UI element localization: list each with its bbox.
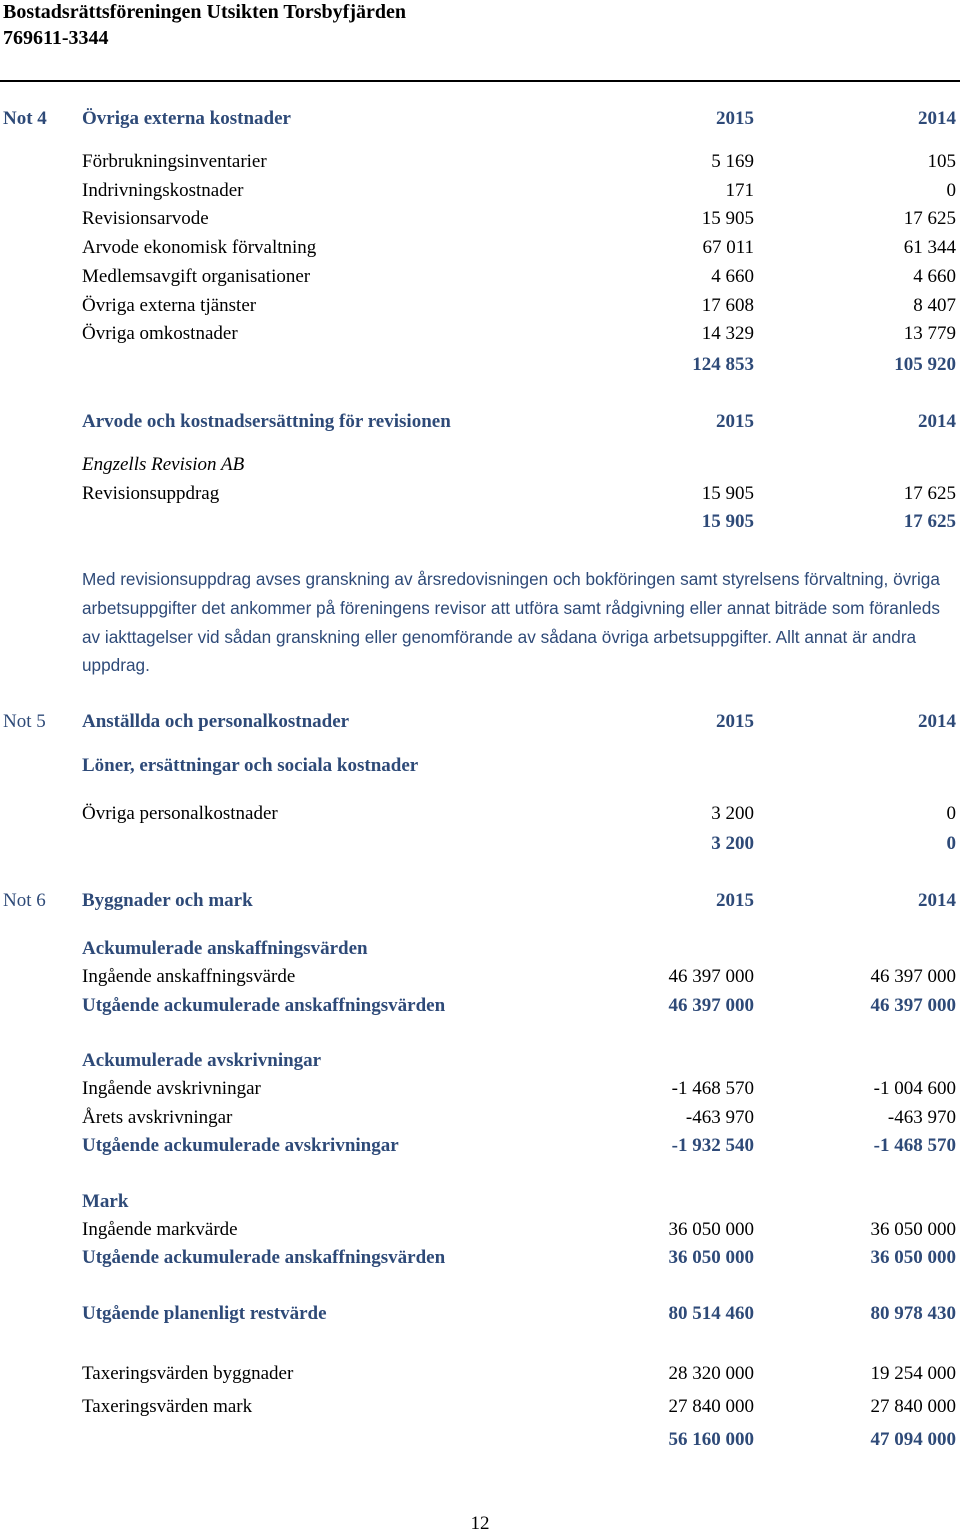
audit-row-value-2014: 17 625 [903,483,956,504]
note4-row-value-2014: 17 625 [903,208,956,229]
note4-row-value-2014: 4 660 [913,266,956,287]
dep-sum-label: Utgående ackumulerade avskrivningar [82,1135,399,1156]
page-number: 12 [470,1513,490,1534]
note4-row-label: Övriga omkostnader [82,323,238,344]
note4-row-value-2015: 5 169 [711,151,754,172]
note4-label: Not 4 [3,108,47,129]
acq-row-value-2014: 46 397 000 [870,966,956,987]
acq-row-value-2015: 46 397 000 [668,966,754,987]
land-row-label: Ingående markvärde [82,1219,238,1240]
dep-row1-value-2014: -1 004 600 [873,1078,956,1099]
dep-row1-label: Ingående avskrivningar [82,1078,261,1099]
acq-sum-value-2014: 46 397 000 [870,995,956,1016]
note6-title: Byggnader och mark [82,890,253,911]
acq-heading: Ackumulerade anskaffningsvärden [82,938,368,959]
note4-row-label: Övriga externa tjänster [82,295,257,316]
header-divider [0,80,960,82]
residual-value-2015: 80 514 460 [668,1303,754,1324]
note4-row-value-2014: 61 344 [903,237,956,258]
note6-label: Not 6 [3,890,46,911]
auditor-name: Engzells Revision AB [82,454,245,475]
note4-row-label: Förbrukningsinventarier [82,151,267,172]
note4-row-label: Medlemsavgift organisationer [82,266,311,287]
acq-sum-value-2015: 46 397 000 [668,995,754,1016]
dep-row2-value-2014: -463 970 [887,1107,956,1128]
note4-total-2014: 105 920 [894,354,956,375]
note4-year2: 2014 [918,108,956,129]
tax-row1-value-2015: 28 320 000 [668,1363,754,1384]
acq-row-label: Ingående anskaffningsvärde [82,966,296,987]
dep-row1-value-2015: -1 468 570 [671,1078,754,1099]
note4-row-value-2015: 4 660 [711,266,754,287]
tax-row2-label: Taxeringsvärden mark [82,1396,253,1417]
dep-row2-value-2015: -463 970 [685,1107,754,1128]
note4-row-value-2014: 8 407 [913,295,956,316]
land-row-value-2015: 36 050 000 [668,1219,754,1240]
land-sum-value-2015: 36 050 000 [668,1247,754,1268]
tax-total-2015: 56 160 000 [668,1429,754,1450]
audit-row-label: Revisionsuppdrag [82,483,220,504]
audit-title: Arvode och kostnadsersättning för revisionen [82,411,451,432]
note4-row-value-2015: 67 011 [702,237,754,258]
note5-row-value-2014: 0 [946,803,956,824]
note6-year2: 2014 [918,890,956,911]
note6-year1: 2015 [716,890,754,911]
note4-row-value-2015: 14 329 [701,323,754,344]
audit-total-2014: 17 625 [903,511,956,532]
note5-label: Not 5 [3,711,46,732]
org-name: Bostadsrättsföreningen Utsikten Torsbyfjärden [3,1,406,23]
dep-sum-value-2015: -1 932 540 [671,1135,754,1156]
note4-row-label: Indrivningskostnader [82,180,244,201]
land-heading: Mark [82,1191,129,1212]
audit-total-2015: 15 905 [701,511,754,532]
residual-value-2014: 80 978 430 [870,1303,956,1324]
note4-row-value-2014: 0 [946,180,956,201]
dep-heading: Ackumulerade avskrivningar [82,1050,322,1071]
note5-total-2014: 0 [946,833,956,854]
audit-row-value-2015: 15 905 [701,483,754,504]
land-row-value-2014: 36 050 000 [870,1219,956,1240]
audit-year2: 2014 [918,411,956,432]
note5-total-2015: 3 200 [711,833,754,854]
audit-paragraph: Med revisionsuppdrag avses granskning av årsredovisningen och bokföringen samt styrelsens förvaltning, övriga arbetsuppgifter det ankommer på föreningens revisor att utföra samt rådgivning eller annat biträde som föranleds av iakttagelser vid sådan granskning eller genomförande av sådana övriga arbetsuppgifter. Allt annat är andra uppdrag. [82,569,940,676]
note5-year1: 2015 [716,711,754,732]
acq-sum-label: Utgående ackumulerade anskaffningsvärden [82,995,446,1016]
note4-title: Övriga externa kostnader [82,108,291,129]
land-sum-label: Utgående ackumulerade anskaffningsvärden [82,1247,446,1268]
tax-total-2014: 47 094 000 [870,1429,956,1450]
dep-sum-value-2014: -1 468 570 [873,1135,956,1156]
org-number: 769611-3344 [3,27,109,49]
note4-row-value-2015: 17 608 [701,295,754,316]
note5-title: Anställda och personalkostnader [82,711,350,732]
tax-row2-value-2015: 27 840 000 [668,1396,754,1417]
note5-year2: 2014 [918,711,956,732]
land-sum-value-2014: 36 050 000 [870,1247,956,1268]
note4-row-value-2014: 105 [927,151,956,172]
audit-year1: 2015 [716,411,754,432]
note5-subtitle: Löner, ersättningar och sociala kostnader [82,755,419,776]
dep-row2-label: Årets avskrivningar [82,1107,233,1128]
note5-row-label: Övriga personalkostnader [82,803,278,824]
note4-row-value-2015: 15 905 [701,208,754,229]
tax-row1-label: Taxeringsvärden byggnader [82,1363,294,1384]
note4-row-value-2014: 13 779 [903,323,956,344]
note4-total-2015: 124 853 [692,354,754,375]
note4-year1: 2015 [716,108,754,129]
residual-label: Utgående planenligt restvärde [82,1303,327,1324]
note4-row-value-2015: 171 [725,180,754,201]
note4-row-label: Arvode ekonomisk förvaltning [82,237,317,258]
note4-row-label: Revisionsarvode [82,208,209,229]
tax-row2-value-2014: 27 840 000 [870,1396,956,1417]
note5-row-value-2015: 3 200 [711,803,754,824]
tax-row1-value-2014: 19 254 000 [870,1363,956,1384]
